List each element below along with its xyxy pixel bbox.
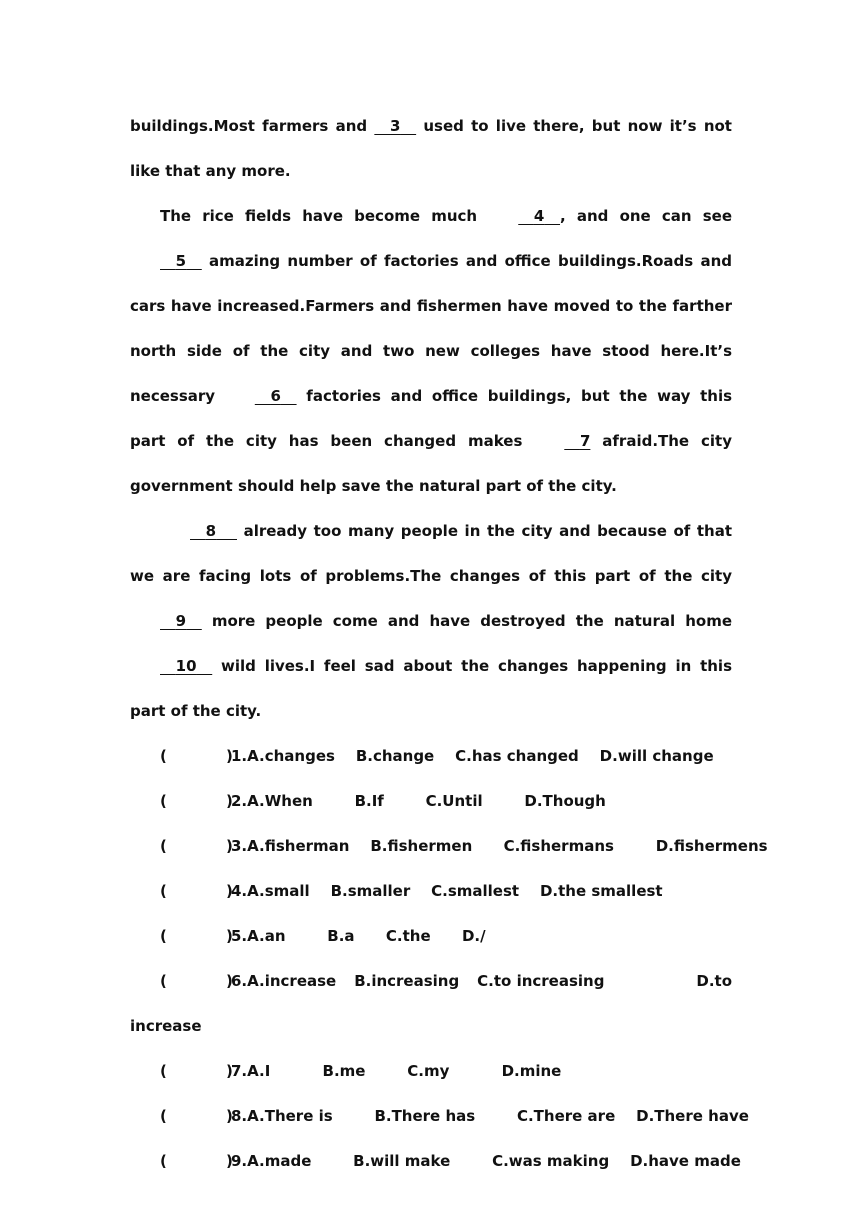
- blank-number: 3: [390, 117, 401, 135]
- blank-10: [130, 644, 212, 689]
- paragraph-2: [130, 194, 732, 509]
- text-run: used to live there, but now it’s not like that any more.: [130, 117, 732, 180]
- blank-9: [130, 599, 202, 644]
- question-8: [130, 1094, 749, 1139]
- question-options: 2.A.When B.If C.Until D.Though: [231, 792, 606, 810]
- question-options: 3.A.fisherman B.fishermen C.fishermans D.fishermens: [231, 837, 768, 855]
- answer-paren-open: (: [160, 792, 167, 810]
- question-options: 4.A.small B.smaller C.smallest D.the smallest: [231, 882, 663, 900]
- blank-8: [160, 509, 237, 554]
- question-6: [130, 959, 732, 1004]
- question-3: [130, 824, 768, 869]
- question-options: 9.A.made B.will make C.was making D.have made: [231, 1152, 741, 1170]
- question-options: 7.A.I B.me C.my D.mine: [231, 1062, 562, 1080]
- question-options: [231, 959, 732, 1004]
- answer-paren-close: ): [226, 837, 233, 855]
- answer-paren-close: ): [226, 1062, 233, 1080]
- blank-number: 7: [579, 432, 591, 450]
- answer-paren-close: ): [226, 972, 233, 990]
- answer-paren-open: (: [160, 972, 167, 990]
- question-options: 5.A.an B.a C.the D./: [231, 927, 486, 945]
- question-7: [130, 1049, 732, 1094]
- question-6-row: [231, 959, 732, 1004]
- document-page: [130, 104, 768, 1184]
- blank-number: 4: [533, 207, 545, 225]
- answer-paren-close: ): [226, 1152, 233, 1170]
- text-run: buildings.Most farmers and: [130, 117, 375, 135]
- blank-number: 10: [175, 657, 197, 675]
- blank-number: 9: [175, 612, 187, 630]
- question-options: 8.A.There is B.There has C.There are D.There have: [231, 1107, 749, 1125]
- answer-paren-close: ): [226, 1107, 233, 1125]
- option-b: B.increasing: [354, 972, 460, 990]
- blank-number: 8: [205, 522, 217, 540]
- blank-6: [225, 374, 297, 419]
- text-run: wild lives.I feel sad about the changes happening in this part of the city.: [130, 657, 732, 720]
- text-run: already too many people in the city and because of that we are facing lots of problems.The changes of this part of the city: [130, 522, 732, 585]
- text-run: factories and office buildings, but the way this part of the city has been changed makes: [130, 387, 733, 450]
- answer-paren-close: ): [226, 792, 233, 810]
- question-4: [130, 869, 732, 914]
- answer-paren-open: (: [160, 927, 167, 945]
- blank-number: 5: [175, 252, 187, 270]
- option-c: C.to increasing: [477, 972, 605, 990]
- question-5: [130, 914, 732, 959]
- option-d: D.to: [696, 972, 732, 990]
- question-2: [130, 779, 732, 824]
- blank-5: [130, 239, 202, 284]
- paragraph-3: [130, 509, 732, 734]
- option-d-continued: increase: [130, 1017, 202, 1035]
- blank-7: [534, 419, 590, 464]
- answer-paren-open: (: [160, 1107, 167, 1125]
- answer-paren-open: (: [160, 837, 167, 855]
- answer-paren-open: (: [160, 747, 167, 765]
- answer-paren-open: (: [160, 1152, 167, 1170]
- answer-paren-open: (: [160, 1062, 167, 1080]
- answer-paren-close: ): [226, 747, 233, 765]
- blank-3: [374, 104, 416, 149]
- answer-paren-close: ): [226, 927, 233, 945]
- question-6-wrap: [130, 1004, 732, 1049]
- blank-number: 6: [270, 387, 281, 405]
- text-run: afraid.The city government should help save the natural part of the city.: [130, 432, 732, 495]
- option-a: 6.A.increase: [231, 972, 337, 990]
- question-options: 1.A.changes B.change C.has changed D.will change: [231, 747, 714, 765]
- text-run: amazing number of factories and office buildings.Roads and cars have increased.Farmers and fishermen have moved to the farther north side of the city and two new colleges have stood here.It’s necessary: [130, 252, 732, 405]
- text-run: more people come and have destroyed the natural home: [201, 612, 732, 630]
- blank-4: [488, 194, 560, 239]
- question-9: [130, 1139, 741, 1184]
- paragraph-1: [130, 104, 732, 194]
- text-run: , and one can see: [560, 207, 732, 225]
- question-1: [130, 734, 732, 779]
- answer-paren-close: ): [226, 882, 233, 900]
- text-run: The rice fields have become much: [160, 207, 489, 225]
- answer-paren-open: (: [160, 882, 167, 900]
